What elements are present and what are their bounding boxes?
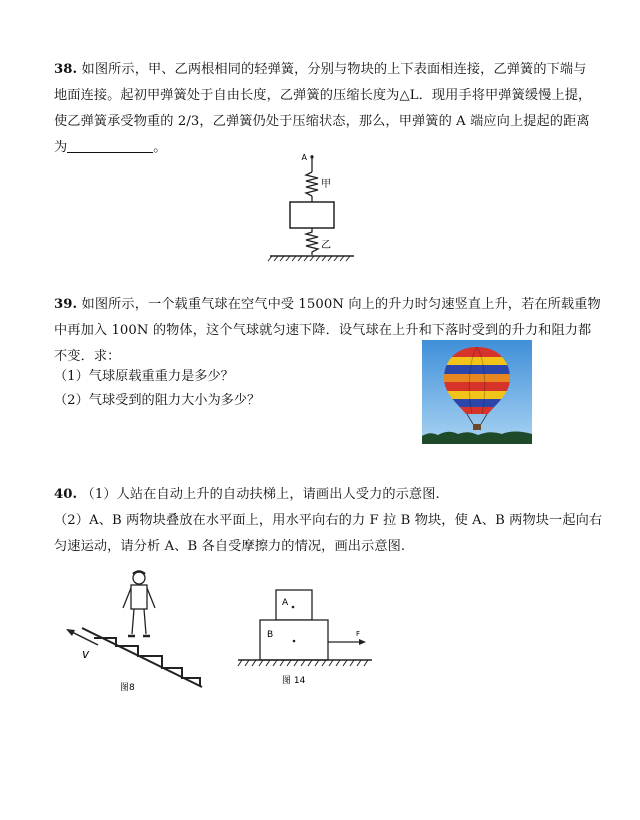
question-40-text	[54, 482, 603, 560]
stacked-blocks-figure	[232, 580, 382, 690]
balloon-basket	[473, 424, 481, 430]
floor-hatching	[238, 660, 368, 666]
point-a-dot	[310, 155, 313, 158]
block-a-center-dot	[292, 606, 295, 609]
question-38-line-4-suffix: 。	[153, 140, 167, 155]
hot-air-balloon-photo	[422, 340, 532, 444]
question-38-line-3: 使乙弹簧承受物重的 2/3，乙弹簧仍处于压缩状态，那么，甲弹簧的 A 端应向上提起的距离	[54, 114, 590, 129]
question-40-line-1: （1）人站在自动上升的自动扶梯上，请画出人受力的示意图.	[81, 487, 440, 502]
question-38-line-1: 如图所示，甲、乙两根相同的轻弹簧，分别与物块的上下表面相连接，乙弹簧的下端与	[81, 62, 587, 77]
question-39-sub-2: （2）气球受到的阻力大小为多少？	[54, 393, 261, 408]
question-40-line-3: 匀速运动，请分析 A、B 各自受摩擦力的情况，画出示意图.	[54, 539, 406, 554]
label-a: A	[301, 153, 307, 162]
label-block-a: A	[282, 598, 289, 608]
question-38-line-2: 地面连接。起初甲弹簧处于自由长度，乙弹簧的压缩长度为△L．现用手将甲弹簧缓慢上提，	[54, 88, 592, 103]
spring-block-figure	[262, 150, 362, 270]
label-yi: 乙	[321, 240, 331, 251]
question-40-line-2: （2）A、B 两物块叠放在水平面上，用水平向右的力 F 拉 B 物块，使 A、B 两物块一起向右	[54, 513, 603, 528]
spring-jia	[306, 172, 318, 196]
escalator-figure	[62, 566, 212, 698]
person-icon	[123, 572, 155, 637]
label-block-b: B	[267, 630, 274, 640]
question-40-number: 40.	[54, 487, 78, 502]
label-v: v	[82, 647, 90, 661]
question-39-sub-1: （1）气球原载重重力是多少？	[54, 369, 234, 384]
question-38-line-4-prefix: 为	[54, 140, 68, 155]
block	[290, 202, 334, 228]
question-39-line-3: 不变．求：	[54, 349, 121, 364]
question-39-line-2: 中再加入 100N 的物体，这个气球就匀速下降．设气球在上升和下落时受到的升力和阻力都	[54, 323, 592, 338]
force-f-arrowhead	[359, 639, 366, 645]
velocity-arrowhead	[66, 629, 75, 636]
answer-blank[interactable]	[67, 138, 153, 153]
escalator-slope	[82, 628, 202, 687]
spring-yi	[306, 228, 318, 255]
question-39-number: 39.	[54, 297, 78, 312]
label-jia: 甲	[321, 179, 331, 190]
question-39-line-1: 如图所示，一个载重气球在空气中受 1500N 向上的升力时匀速竖直上升，若在所载重物	[81, 297, 601, 312]
question-38-text	[54, 57, 590, 161]
figure-8-caption: 图8	[120, 683, 135, 693]
figure-14-caption: 图 14	[282, 676, 306, 686]
label-force-f: F	[356, 630, 361, 638]
block-b-center-dot	[293, 640, 296, 643]
question-38-number: 38.	[54, 62, 78, 77]
